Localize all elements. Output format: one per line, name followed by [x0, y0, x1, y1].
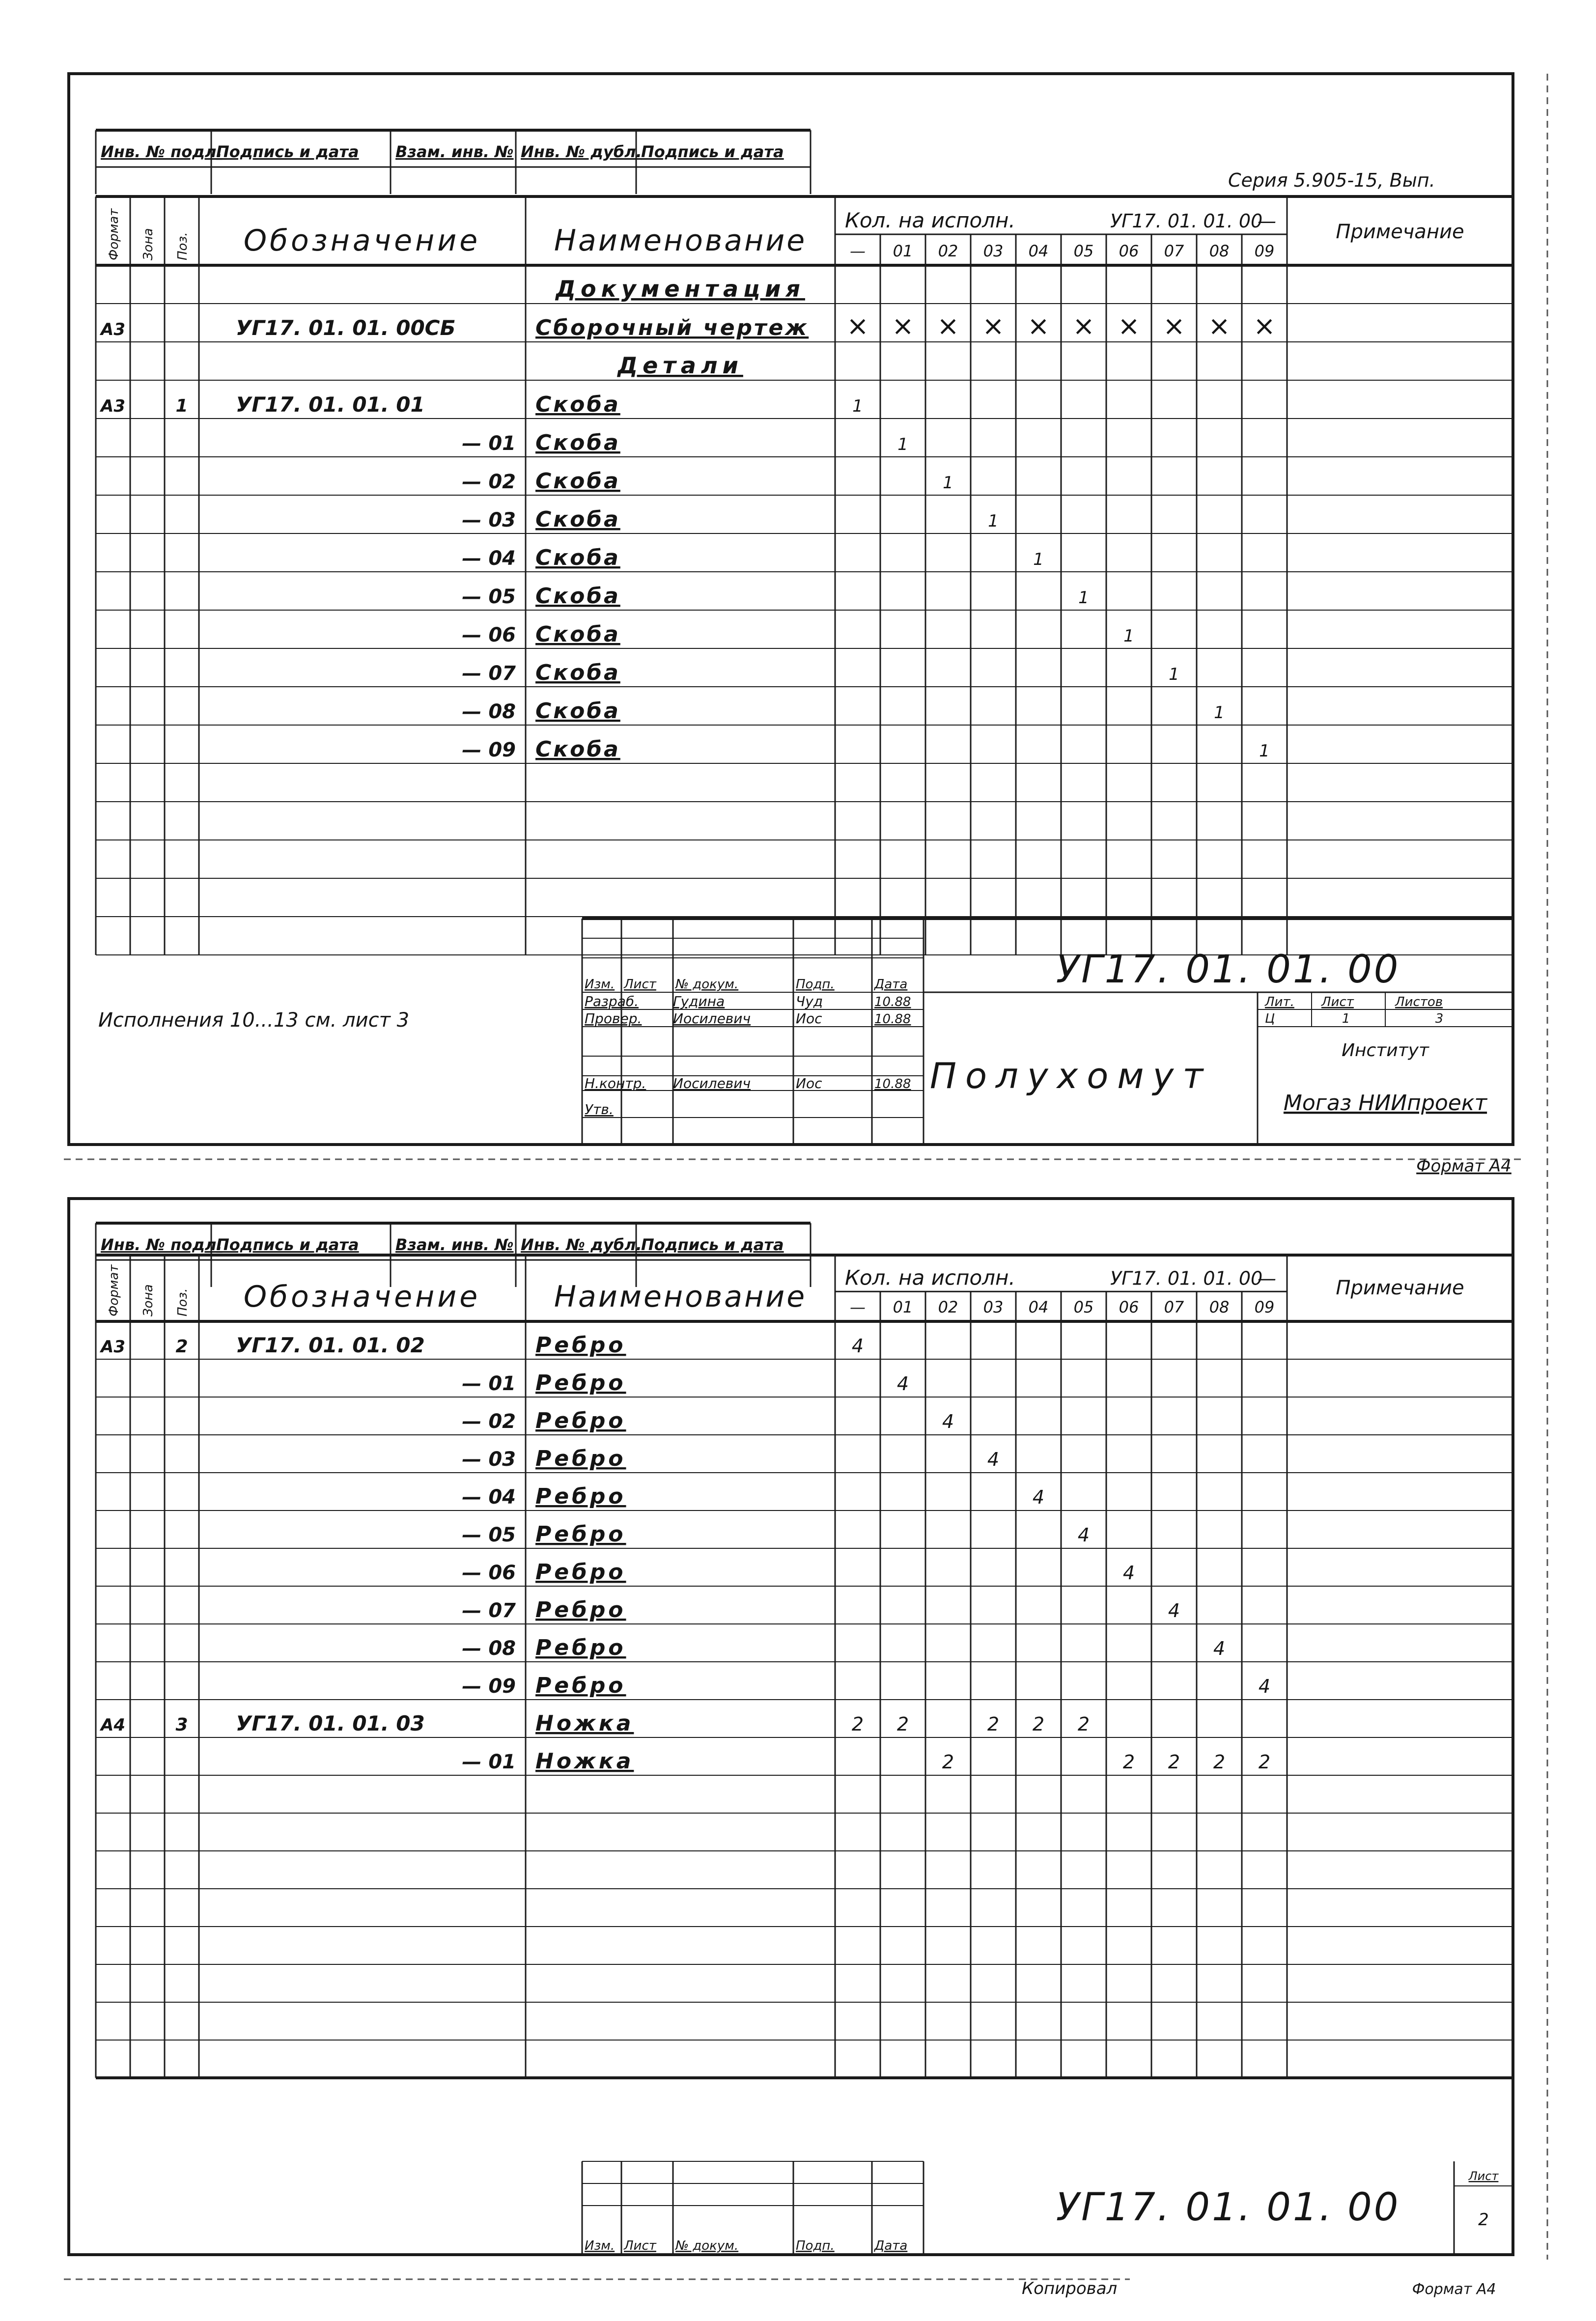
title-col-label: Дата	[874, 977, 908, 992]
row-designation: — 02	[462, 1410, 516, 1433]
stamp-label: Инв. № дубл.	[521, 142, 642, 161]
qty-cell: 2	[1258, 1751, 1271, 1773]
row-name: Ножка	[535, 1749, 634, 1774]
qty-column-header: 08	[1209, 242, 1230, 260]
qty-column-header: 01	[893, 1298, 913, 1316]
row-name: Ребро	[535, 1635, 626, 1660]
qty-cell: 1	[988, 511, 999, 531]
header-format: Формат	[107, 1264, 121, 1316]
sheets-label: Листов	[1395, 995, 1443, 1009]
row-name: Скоба	[535, 507, 620, 532]
qty-cell: 2	[1032, 1713, 1045, 1735]
qty-cell: 4	[1077, 1524, 1090, 1546]
title-signature: Иос	[796, 1075, 822, 1091]
row-name: Ребро	[535, 1484, 626, 1509]
qty-column-header: 05	[1073, 242, 1094, 260]
qty-column-header: 07	[1164, 242, 1184, 260]
row-name: Скоба	[535, 660, 620, 685]
title-col-label: Подп.	[796, 2238, 835, 2253]
title-col-label: № докум.	[675, 2238, 739, 2253]
format-note: Формат А4	[1412, 2281, 1496, 2298]
qty-cell: 1	[1078, 588, 1089, 608]
qty-cell: ×	[937, 310, 959, 341]
title-role: Утв.	[585, 1101, 614, 1118]
title-signature: Иос	[796, 1010, 822, 1027]
qty-cell: 2	[1213, 1751, 1226, 1773]
header-format: Формат	[107, 208, 121, 260]
qty-column-header: 02	[938, 1298, 958, 1316]
qty-cell: ×	[1118, 310, 1140, 341]
row-designation: — 02	[462, 471, 516, 493]
stamp-label: Инв. № подл.	[101, 1235, 223, 1254]
row-name: Ребро	[535, 1673, 626, 1698]
title-person: Иосилевич	[673, 1010, 751, 1027]
header-qty-title: Кол. на исполн.	[845, 1265, 1015, 1290]
qty-cell: ×	[1163, 310, 1185, 341]
header-designation: Обозначение	[243, 224, 481, 258]
title-role: Н.контр.	[585, 1075, 646, 1091]
qty-column-header: 03	[983, 242, 1004, 260]
title-person: Иосилевич	[673, 1075, 751, 1091]
row-name: Сборочный чертеж	[535, 315, 809, 340]
header-qty-dash: —	[1258, 1267, 1276, 1289]
qty-column-header: 09	[1254, 242, 1275, 260]
qty-column-header: 07	[1164, 1298, 1184, 1316]
row-name: Ребро	[535, 1522, 626, 1547]
qty-cell: 2	[896, 1713, 909, 1735]
row-name: Скоба	[535, 545, 620, 570]
qty-cell: 4	[1168, 1600, 1180, 1622]
row-designation: — 04	[462, 547, 516, 570]
qty-cell: 4	[987, 1449, 1000, 1470]
stamp-label: Подпись и дата	[216, 1235, 359, 1254]
drawing-code: УГ17. 01. 01. 00	[1056, 948, 1400, 992]
section-heading: Детали	[617, 352, 743, 379]
row-format: А3	[101, 320, 125, 339]
row-designation: — 01	[462, 432, 516, 455]
qty-cell: 1	[1214, 703, 1225, 723]
row-name: Ребро	[535, 1333, 626, 1358]
qty-cell: 4	[1258, 1676, 1271, 1697]
title-person: Гудина	[673, 993, 725, 1009]
qty-column-header: 06	[1119, 1298, 1139, 1316]
qty-column-header: —	[850, 1298, 866, 1316]
section-heading: Документация	[556, 276, 805, 302]
qty-cell: ×	[846, 310, 869, 341]
header-note: Примечание	[1336, 1277, 1464, 1299]
row-name: Ребро	[535, 1446, 626, 1471]
stamp-label: Взам. инв. №	[395, 142, 514, 161]
row-designation: — 05	[462, 1524, 516, 1546]
row-format: А3	[101, 396, 125, 416]
sheets-value: 3	[1435, 1011, 1444, 1026]
row-pos: 1	[175, 396, 188, 416]
row-pos: 3	[175, 1715, 188, 1735]
row-designation: — 09	[462, 1675, 516, 1698]
sheet-label: Лист	[1321, 995, 1354, 1009]
qty-cell: ×	[1027, 310, 1050, 341]
qty-cell: 1	[1259, 741, 1270, 761]
qty-cell: ×	[1208, 310, 1231, 341]
qty-cell: ×	[892, 310, 914, 341]
qty-cell: 2	[987, 1713, 1000, 1735]
row-designation: — 08	[462, 1637, 516, 1660]
header-qty-ref: УГ17. 01. 01. 00	[1110, 210, 1263, 232]
header-zone: Зона	[141, 228, 156, 260]
row-pos: 2	[175, 1337, 188, 1357]
row-designation: — 01	[462, 1372, 516, 1395]
qty-cell: 2	[1122, 1751, 1135, 1773]
qty-cell: 1	[943, 473, 953, 493]
title-role: Разраб.	[585, 993, 639, 1009]
header-zone: Зона	[141, 1284, 156, 1316]
row-name: Ребро	[535, 1370, 626, 1396]
row-designation: — 04	[462, 1486, 516, 1509]
row-name: Ребро	[535, 1408, 626, 1433]
copied-label: Копировал	[1022, 2279, 1118, 2298]
qty-cell: 1	[897, 435, 908, 454]
qty-cell: 1	[1123, 626, 1134, 646]
row-name: Скоба	[535, 584, 620, 609]
sheet-value: 1	[1342, 1011, 1350, 1026]
row-designation: — 06	[462, 1562, 516, 1584]
format-note: Формат А4	[1416, 1156, 1512, 1176]
header-name: Наименование	[554, 1280, 807, 1314]
qty-cell: 2	[942, 1751, 954, 1773]
qty-cell: 4	[1122, 1562, 1135, 1584]
header-note: Примечание	[1336, 221, 1464, 243]
qty-cell: ×	[1253, 310, 1276, 341]
row-name: Ребро	[535, 1597, 626, 1622]
row-name: Скоба	[535, 699, 620, 724]
row-name: Скоба	[535, 622, 620, 647]
qty-cell: 1	[852, 396, 863, 416]
row-designation: — 01	[462, 1751, 516, 1773]
qty-cell: 4	[1213, 1638, 1226, 1659]
qty-column-header: 06	[1119, 242, 1139, 260]
title-col-label: Подп.	[796, 977, 835, 992]
row-designation: — 06	[462, 624, 516, 646]
qty-cell: 2	[1077, 1713, 1090, 1735]
row-designation: — 07	[462, 662, 516, 685]
qty-cell: 1	[1169, 665, 1179, 684]
header-name: Наименование	[554, 224, 807, 258]
stamp-label: Подпись и дата	[641, 1235, 784, 1254]
qty-column-header: 05	[1073, 1298, 1094, 1316]
stamp-label: Инв. № подл.	[101, 142, 223, 161]
row-designation: — 05	[462, 586, 516, 608]
title-date: 10.88	[874, 1012, 911, 1027]
qty-cell: ×	[1072, 310, 1095, 341]
qty-cell: 2	[851, 1713, 864, 1735]
row-designation: — 08	[462, 700, 516, 723]
stamp-label: Инв. № дубл.	[521, 1235, 642, 1254]
row-designation: — 09	[462, 739, 516, 761]
title-role: Провер.	[585, 1010, 642, 1027]
executions-note: Исполнения 10...13 см. лист 3	[98, 1009, 410, 1032]
header-pos: Поз.	[175, 232, 190, 260]
qty-column-header: 02	[938, 242, 958, 260]
title-col-label: № докум.	[675, 977, 739, 992]
row-designation: УГ17. 01. 01. 00СБ	[236, 316, 456, 340]
qty-column-header: 08	[1209, 1298, 1230, 1316]
header-qty-title: Кол. на исполн.	[845, 208, 1015, 232]
row-designation: УГ17. 01. 01. 02	[236, 1333, 425, 1357]
header-qty-dash: —	[1258, 210, 1276, 232]
stamp-label: Подпись и дата	[216, 142, 359, 161]
sheet-label: Лист	[1468, 2169, 1499, 2183]
qty-column-header: 01	[893, 242, 913, 260]
row-name: Скоба	[535, 430, 620, 455]
title-date: 10.88	[874, 995, 911, 1009]
sheet-value: 2	[1478, 2210, 1489, 2230]
series-label: Серия 5.905-15, Вып.	[1228, 169, 1435, 191]
row-designation: УГ17. 01. 01. 01	[236, 392, 425, 417]
qty-cell: 4	[851, 1335, 864, 1357]
title-col-label: Изм.	[585, 977, 615, 992]
lit-value: Ц	[1265, 1011, 1275, 1026]
header-pos: Поз.	[175, 1288, 190, 1316]
qty-cell: ×	[982, 310, 1005, 341]
institute-label: Институт	[1342, 1040, 1429, 1061]
row-name: Скоба	[535, 392, 620, 417]
qty-cell: 4	[896, 1373, 909, 1395]
institute-name: Могаз НИИпроект	[1283, 1091, 1487, 1116]
row-format: А4	[101, 1715, 125, 1735]
row-name: Скоба	[535, 469, 620, 494]
row-designation: — 03	[462, 509, 516, 531]
title-col-label: Лист	[624, 2238, 656, 2253]
qty-column-header: 04	[1028, 1298, 1049, 1316]
lit-label: Лит.	[1265, 995, 1294, 1009]
row-name: Скоба	[535, 737, 620, 762]
title-col-label: Дата	[874, 2238, 908, 2253]
qty-column-header: 09	[1254, 1298, 1275, 1316]
title-col-label: Изм.	[585, 2238, 615, 2253]
drawing-code: УГ17. 01. 01. 00	[1056, 2185, 1400, 2230]
qty-column-header: 03	[983, 1298, 1004, 1316]
row-designation: УГ17. 01. 01. 03	[236, 1711, 425, 1735]
qty-column-header: —	[850, 242, 866, 260]
qty-cell: 4	[1032, 1486, 1045, 1508]
header-designation: Обозначение	[243, 1280, 481, 1314]
qty-column-header: 04	[1028, 242, 1049, 260]
row-name: Ребро	[535, 1560, 626, 1585]
qty-cell: 4	[942, 1411, 954, 1432]
row-designation: — 07	[462, 1599, 516, 1622]
row-format: А3	[101, 1337, 125, 1357]
title-col-label: Лист	[624, 977, 656, 992]
row-designation: — 03	[462, 1448, 516, 1471]
title-signature: Чуд	[796, 993, 823, 1009]
qty-cell: 1	[1033, 550, 1044, 569]
drawing-title: Полухомут	[929, 1055, 1212, 1096]
qty-cell: 2	[1168, 1751, 1180, 1773]
stamp-label: Взам. инв. №	[395, 1235, 514, 1254]
header-qty-ref: УГ17. 01. 01. 00	[1110, 1267, 1263, 1289]
stamp-label: Подпись и дата	[641, 142, 784, 161]
title-date: 10.88	[874, 1077, 911, 1091]
row-name: Ножка	[535, 1711, 634, 1736]
